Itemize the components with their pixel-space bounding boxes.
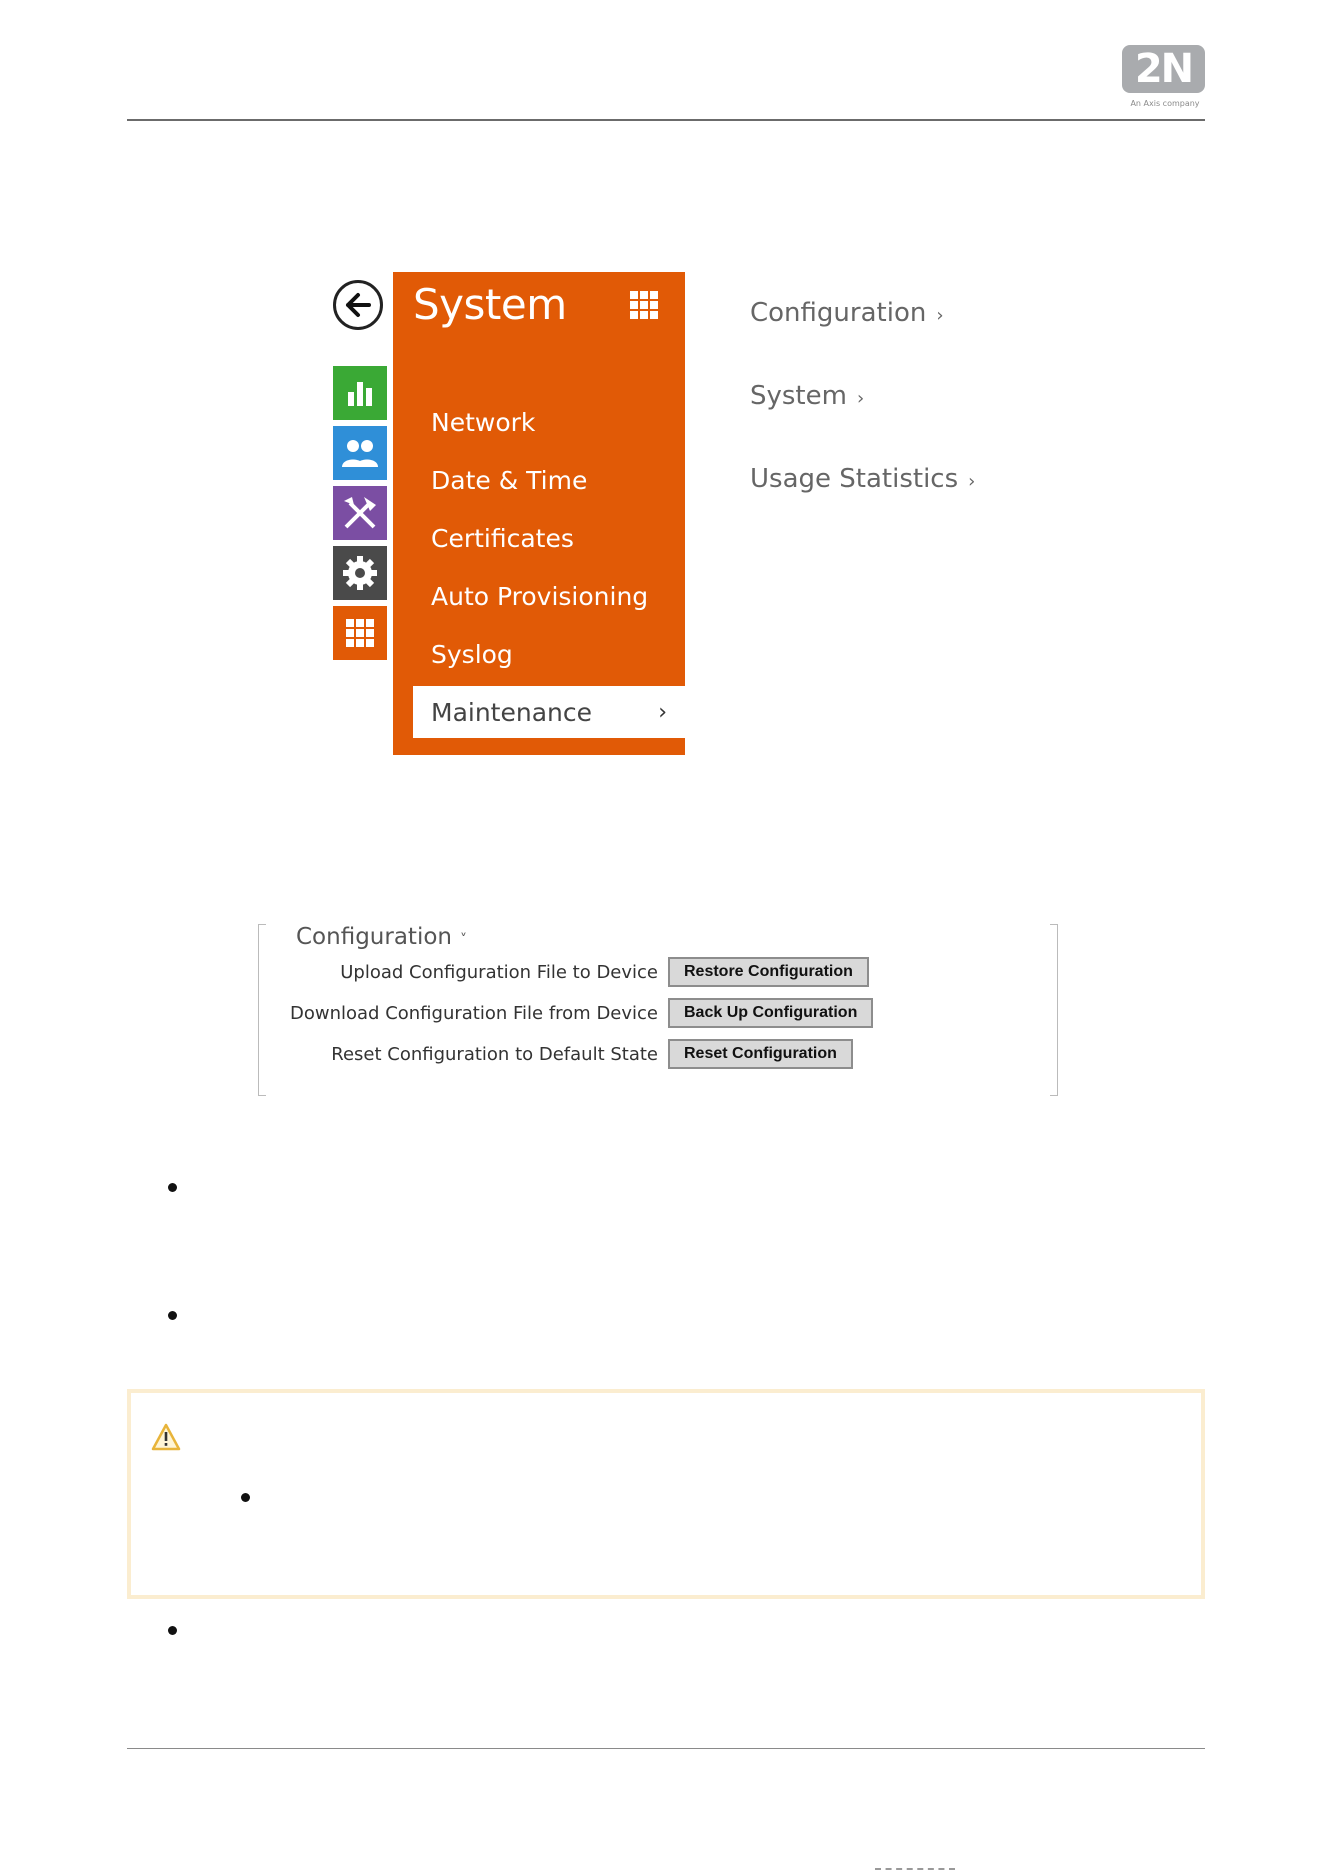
- grid-menu-icon[interactable]: [630, 291, 658, 319]
- keypad-grid-icon: [346, 619, 374, 647]
- users-nav-button[interactable]: [333, 426, 387, 480]
- menu-item-auto-provisioning[interactable]: Auto Provisioning: [431, 582, 649, 611]
- panel-title: System: [413, 280, 567, 329]
- tools-icon: [340, 493, 380, 533]
- header-divider: [127, 119, 1205, 121]
- restore-configuration-button[interactable]: Restore Configuration: [668, 957, 869, 987]
- menu-item-network[interactable]: Network: [431, 408, 536, 437]
- list-bullet: [168, 1311, 177, 1320]
- tools-nav-button[interactable]: [333, 486, 387, 540]
- sublink-usage-statistics[interactable]: Usage Statistics ›: [750, 464, 976, 494]
- footer-divider: [127, 1748, 1205, 1749]
- keypad-nav-button[interactable]: [333, 606, 387, 660]
- menu-item-maintenance[interactable]: [413, 686, 685, 738]
- download-config-label: Download Configuration File from Device: [290, 1003, 658, 1024]
- reset-config-label: Reset Configuration to Default State: [331, 1044, 658, 1065]
- footer-dash: [875, 1868, 955, 1870]
- warning-list-bullet: [241, 1493, 250, 1502]
- sublink-system[interactable]: System ›: [750, 381, 865, 411]
- brand-logo-subtitle: An Axis company: [1130, 99, 1200, 108]
- reset-configuration-button[interactable]: Reset Configuration: [668, 1039, 853, 1069]
- users-icon: [340, 435, 380, 471]
- upload-config-label: Upload Configuration File to Device: [340, 962, 658, 983]
- section-bracket-left: [258, 924, 266, 1096]
- section-bracket-right: [1050, 924, 1058, 1096]
- warning-panel: [127, 1389, 1205, 1599]
- list-bullet: [168, 1626, 177, 1635]
- statistics-nav-button[interactable]: [333, 366, 387, 420]
- system-menu-panel: [393, 272, 685, 755]
- chevron-right-icon: ›: [856, 388, 865, 409]
- menu-item-syslog[interactable]: Syslog: [431, 640, 513, 669]
- chevron-right-icon: ›: [658, 699, 667, 725]
- chevron-right-icon: ›: [968, 471, 976, 492]
- settings-nav-button[interactable]: [333, 546, 387, 600]
- menu-item-date-time[interactable]: Date & Time: [431, 466, 588, 495]
- back-button[interactable]: [333, 280, 383, 330]
- list-bullet: [168, 1183, 177, 1192]
- brand-logo: [1122, 45, 1205, 93]
- menu-item-label: Maintenance: [431, 697, 592, 727]
- sublink-configuration[interactable]: Configuration ›: [750, 298, 944, 328]
- warning-triangle-icon: [151, 1423, 181, 1451]
- brand-logo-text: 2N: [1134, 46, 1193, 92]
- statistics-icon: [343, 376, 377, 410]
- chevron-right-icon: ›: [936, 305, 944, 326]
- chevron-down-icon: ˅: [459, 932, 467, 948]
- menu-item-certificates[interactable]: Certificates: [431, 524, 574, 553]
- configuration-section-title[interactable]: Configuration ˅: [296, 924, 467, 950]
- configuration-section: [258, 924, 1058, 1094]
- back-arrow-icon: [343, 290, 373, 320]
- back-up-configuration-button[interactable]: Back Up Configuration: [668, 998, 873, 1028]
- settings-gear-icon: [340, 553, 380, 593]
